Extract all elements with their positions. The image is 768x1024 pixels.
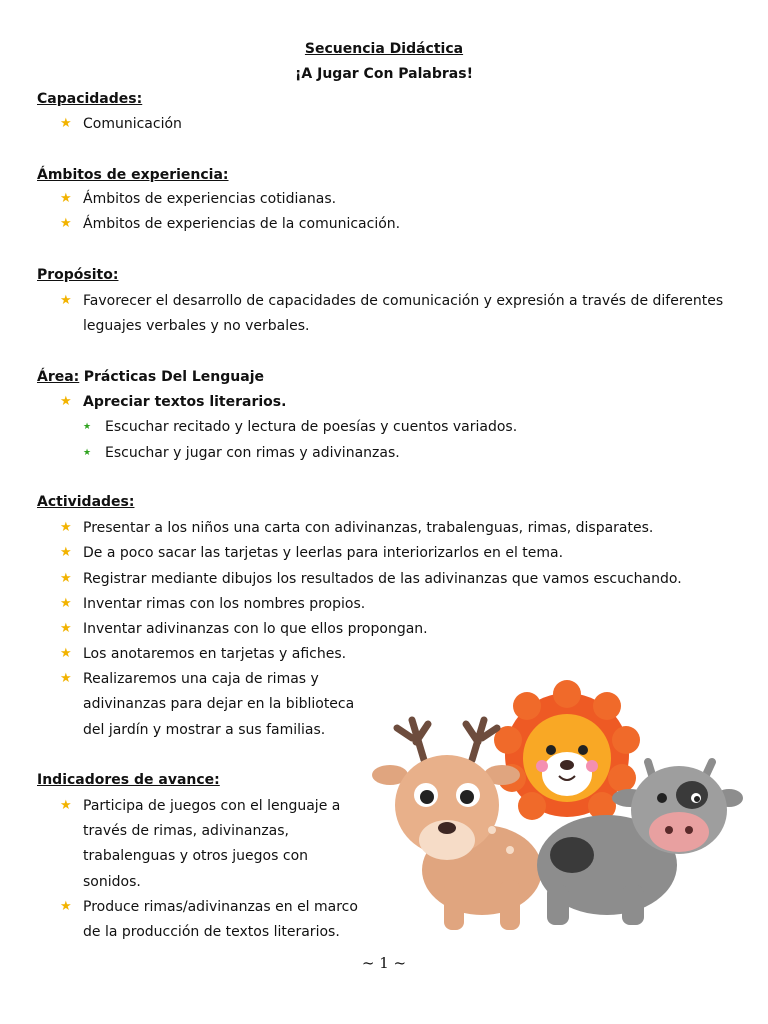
proposito-line: Favorecer el desarrollo de capacidades de comunicación y expresión a través de diferentes [83,293,724,309]
ambitos-item: Ámbitos de experiencias cotidianas. [83,191,337,207]
star-icon: ★ [60,596,72,611]
indicador-line: Produce rimas/adivinanzas en el marco [83,899,358,915]
star-icon: ★ [60,545,72,560]
area-heading: Área: [37,369,80,385]
capacidades-item: Comunicación [83,116,182,132]
star-icon: ★ [60,671,72,686]
star-icon: ★ [60,798,72,813]
star-icon: ★ [60,621,72,636]
star-icon: ★ [60,571,72,586]
small-star-icon: ★ [83,448,92,458]
document-title: Secuencia Didáctica [304,41,464,57]
page-number: ~ 1 ~ [361,954,407,972]
star-icon: ★ [60,394,72,409]
actividad-item-line: Realizaremos una caja de rimas y [83,671,319,687]
area-main-item: Apreciar textos literarios. [83,394,287,410]
ambitos-item: Ámbitos de experiencias de la comunicación. [83,216,401,232]
indicador-line: Participa de juegos con el lenguaje a [83,798,341,814]
area-value: Prácticas Del Lenguaje [83,369,264,385]
actividades-heading: Actividades: [37,494,135,510]
animals-illustration [372,680,744,930]
small-star-icon: ★ [83,422,92,432]
star-icon: ★ [60,216,72,231]
proposito-line: leguajes verbales y no verbales. [83,318,310,334]
star-icon: ★ [60,646,72,661]
star-icon: ★ [60,520,72,535]
star-icon: ★ [60,293,72,308]
area-heading-row [37,368,264,386]
area-sub-item: Escuchar y jugar con rimas y adivinanzas. [105,445,400,461]
star-icon: ★ [60,191,72,206]
area-sub-item: Escuchar recitado y lectura de poesías y cuentos variados. [105,419,518,435]
actividad-item: Presentar a los niños una carta con adivinanzas, trabalenguas, rimas, disparates. [83,520,654,536]
proposito-heading: Propósito: [37,267,119,283]
actividad-item: Inventar rimas con los nombres propios. [83,596,366,612]
star-icon: ★ [60,116,72,131]
actividad-item: Inventar adivinanzas con lo que ellos propongan. [83,621,428,637]
actividad-item-line: del jardín y mostrar a sus familias. [83,722,326,738]
indicador-line: través de rimas, adivinanzas, [83,823,290,839]
actividad-item: Los anotaremos en tarjetas y afiches. [83,646,347,662]
actividad-item: Registrar mediante dibujos los resultados de las adivinanzas que vamos escuchando. [83,571,682,587]
actividad-item: De a poco sacar las tarjetas y leerlas para interiorizarlos en el tema. [83,545,564,561]
ambitos-heading: Ámbitos de experiencia: [37,167,229,183]
star-icon: ★ [60,899,72,914]
indicador-line: sonidos. [83,874,141,890]
document-subtitle: ¡A Jugar Con Palabras! [295,66,473,82]
capacidades-heading: Capacidades: [37,91,143,107]
indicador-line: de la producción de textos literarios. [83,924,340,940]
indicadores-heading: Indicadores de avance: [37,772,220,788]
actividad-item-line: adivinanzas para dejar en la biblioteca [83,696,355,712]
indicador-line: trabalenguas y otros juegos con [83,848,309,864]
